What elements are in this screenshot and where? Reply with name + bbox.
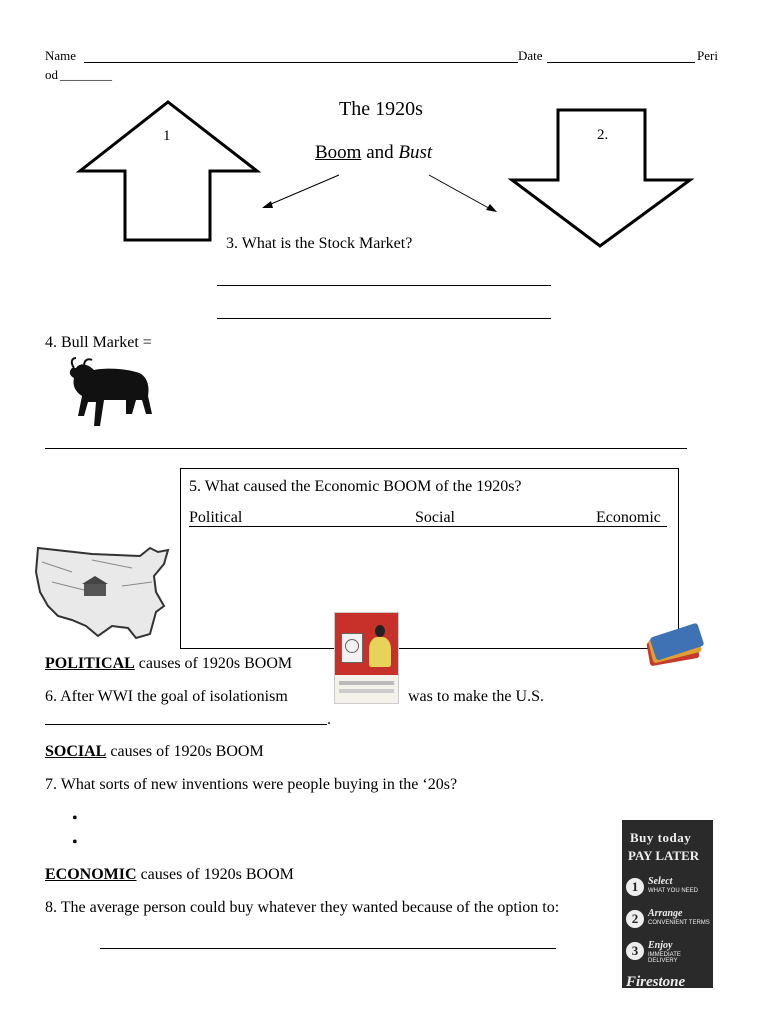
poster-step-1: 1 Select WHAT YOU NEED (626, 876, 710, 904)
left-pointer-line (264, 175, 339, 207)
question-6-part2: was to make the U.S. (408, 688, 544, 705)
poster-line-2: PAY LATER (628, 848, 700, 863)
us-map-image (32, 542, 172, 642)
answer-line-3a[interactable] (217, 285, 551, 286)
subtitle-bust: Bust (398, 142, 433, 163)
social-rest: causes of 1920s BOOM (106, 743, 264, 760)
social-heading (45, 742, 264, 761)
subtitle-boom: Boom (315, 142, 362, 163)
question-4: 4. Bull Market = (45, 334, 152, 351)
political-rest: causes of 1920s BOOM (134, 655, 293, 672)
poster-brand: Firestone (626, 974, 686, 988)
name-label: Name (45, 48, 77, 63)
poster-step-2: 2 Arrange CONVENIENT TERMS (626, 908, 710, 936)
political-heading (45, 654, 292, 673)
date-label: Date (518, 48, 543, 63)
social-label: SOCIAL (45, 743, 107, 760)
page-title: The 1920s (339, 98, 423, 120)
arrow-2-label: 2. (597, 127, 609, 143)
arrow-1-label: 1 (163, 128, 171, 144)
question-6-part1: 6. After WWI the goal of isolationism (45, 688, 288, 705)
left-pointer-head (262, 201, 273, 208)
column-underline (189, 526, 667, 527)
question-6-end: . (327, 711, 331, 728)
question-5: 5. What caused the Economic BOOM of the 1920s? (189, 478, 522, 495)
right-pointer-line (429, 175, 494, 211)
washer-ad-image (334, 612, 399, 704)
column-economic: Economic (596, 509, 661, 526)
answer-line-6[interactable] (45, 724, 327, 725)
poster-step-3: 3 Enjoy IMMEDIATE DELIVERY (626, 940, 710, 968)
page-subtitle (315, 142, 432, 164)
up-arrow-shape (80, 102, 257, 240)
column-social: Social (415, 509, 455, 526)
answer-line-8[interactable] (100, 948, 556, 949)
bullet-1: • (72, 810, 78, 827)
period-blank[interactable]: ________ (60, 67, 112, 82)
bullet-2: • (72, 834, 78, 851)
bull-image (66, 356, 156, 431)
column-political: Political (189, 509, 243, 526)
buy-today-poster-image (622, 820, 713, 988)
period-label: Peri (697, 48, 718, 63)
question-3: 3. What is the Stock Market? (226, 235, 413, 252)
poster-line-1: Buy today (630, 830, 692, 845)
right-pointer-head (486, 204, 497, 212)
economic-label: ECONOMIC (45, 866, 137, 883)
economic-rest: causes of 1920s BOOM (136, 866, 294, 883)
political-label: POLITICAL (45, 655, 135, 672)
question-8: 8. The average person could buy whatever they wanted because of the option to: (45, 899, 560, 916)
subtitle-and: and (366, 142, 394, 163)
period-label-cont: od (45, 67, 58, 82)
question-7: 7. What sorts of new inventions were people buying in the ‘20s? (45, 776, 458, 793)
credit-cards-image (644, 626, 708, 666)
economic-heading (45, 865, 294, 884)
capitol-building-icon (84, 584, 106, 596)
answer-line-3b[interactable] (217, 318, 551, 319)
answer-line-4[interactable] (45, 448, 687, 449)
